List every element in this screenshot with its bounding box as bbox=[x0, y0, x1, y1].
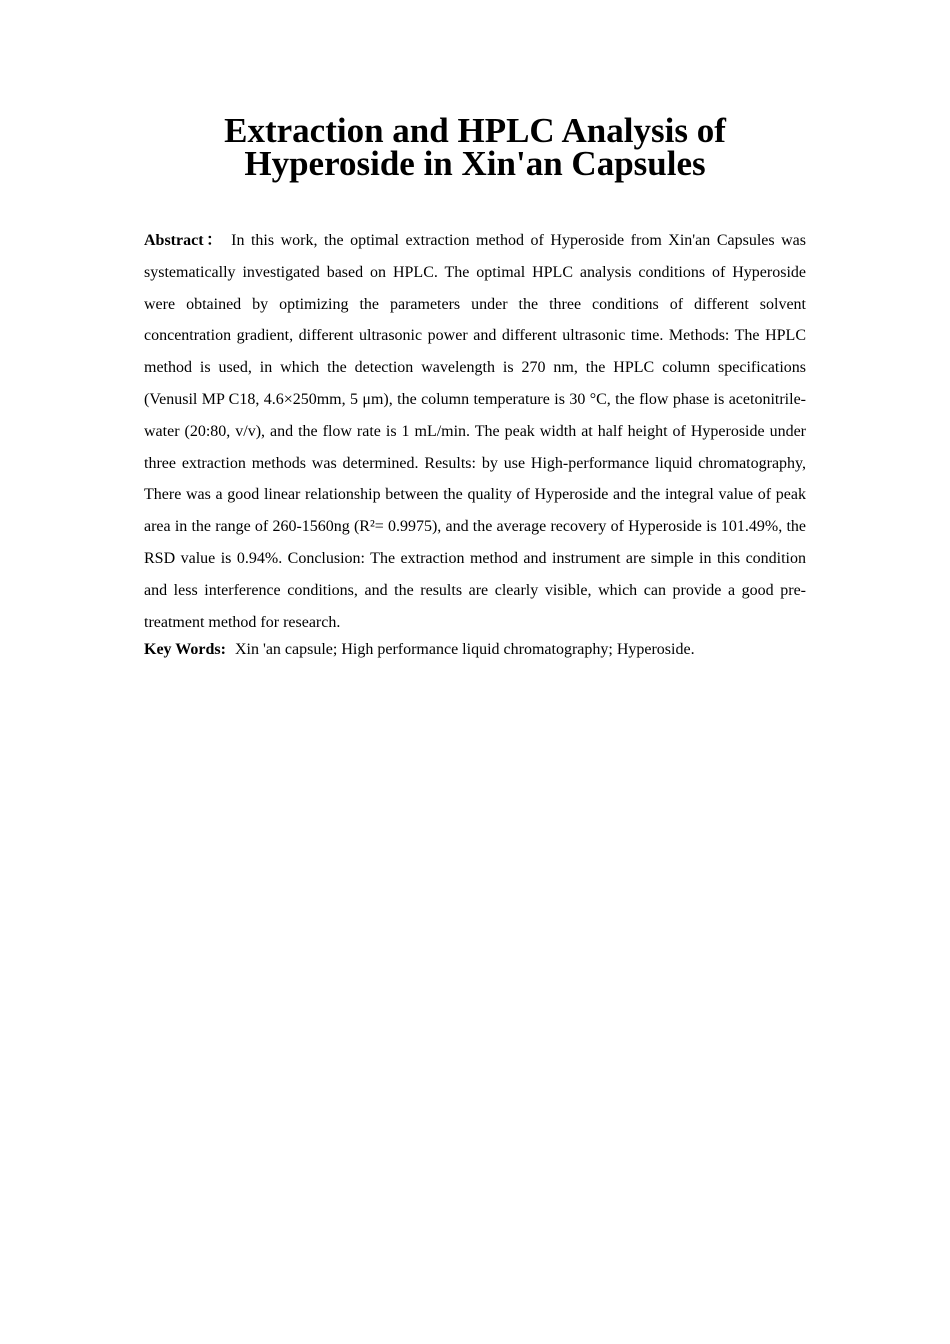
abstract-label: Abstract： bbox=[144, 232, 225, 249]
abstract-text: In this work, the optimal extraction method of Hyperoside from Xin'an Capsules was systematically investigated based on HPLC. The optimal HPLC analysis conditions of Hyperoside were obtained by optimizing the parameters under the three conditions of different solvent concentration gradient, different ultrasonic power and different ultrasonic time. Methods: The HPLC method is used, in which the detection wavelength is 270 nm, the HPLC column specifications (Venusil MP C18, 4.6×250mm, 5 μm), the column temperature is 30 °C, the flow phase is acetonitrile-water (20:80, v/v), and the flow rate is 1 mL/min. The peak width at half height of Hyperoside under three extraction methods was determined. Results: by use High-performance liquid chromatography, There was a good linear relationship between the quality of Hyperoside and the integral value of peak area in the range of 260-1560ng (R²= 0.9975), and the average recovery of Hyperoside is 101.49%, the RSD value is 0.94%. Conclusion: The extraction method and instrument are simple in this condition and less interference conditions, and the results are clearly visible, which can provide a good pre-treatment method for research. bbox=[144, 232, 806, 631]
keywords-text: Xin 'an capsule; High performance liquid chromatography; Hyperoside. bbox=[234, 641, 695, 658]
paper-title: Extraction and HPLC Analysis of Hyperoside in Xin'an Capsules bbox=[224, 111, 726, 183]
abstract-paragraph bbox=[144, 225, 806, 638]
keywords-line bbox=[144, 638, 806, 662]
keywords-label: Key Words: bbox=[144, 641, 226, 658]
